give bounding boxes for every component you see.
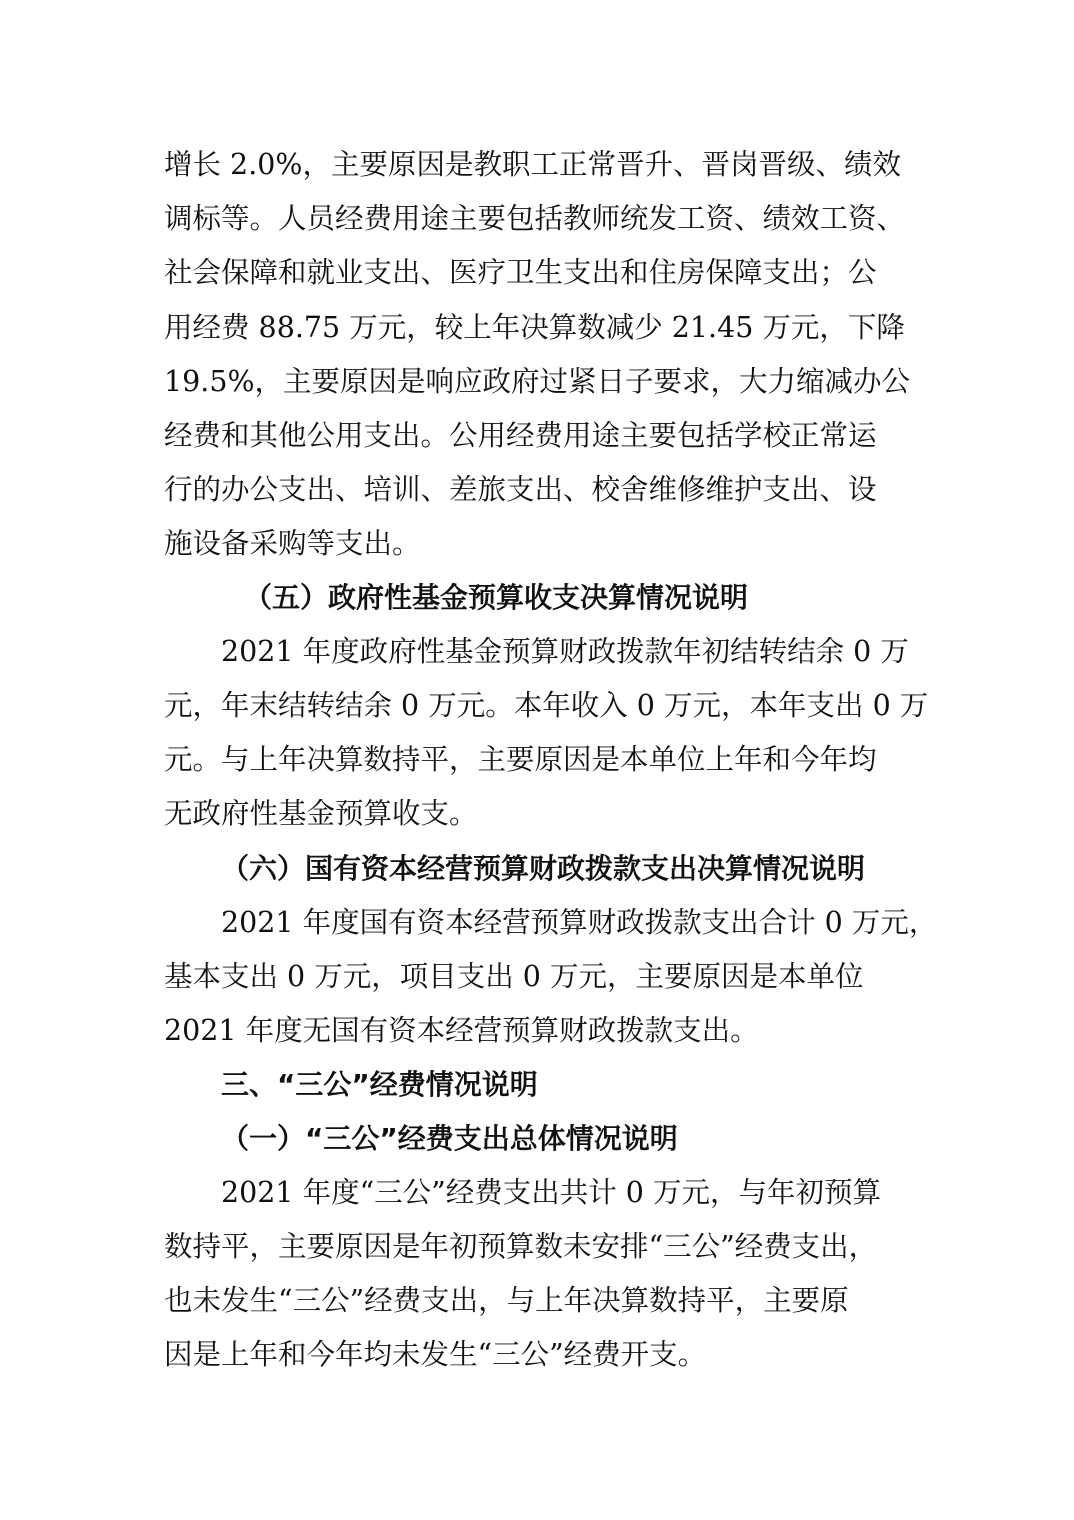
paragraph-line: 2021 年度无国有资本经营预算财政拨款支出。: [164, 1014, 759, 1047]
paragraph-line: 基本支出 0 万元，项目支出 0 万元，主要原因是本单位: [164, 960, 864, 993]
paragraph-line: 行的办公支出、培训、差旅支出、校舍维修维护支出、设: [164, 473, 877, 506]
section-heading: （六）国有资本经营预算财政拨款支出决算情况说明: [221, 852, 866, 885]
paragraph-line: 元。与上年决算数持平，主要原因是本单位上年和今年均: [164, 743, 877, 776]
section-heading: （一）“三公”经费支出总体情况说明: [221, 1122, 678, 1155]
paragraph-line: 2021 年度国有资本经营预算财政拨款支出合计 0 万元，: [221, 906, 938, 939]
paragraph-line: 调标等。人员经费用途主要包括教师统发工资、绩效工资、: [164, 202, 906, 235]
paragraph-line: 2021 年度政府性基金预算财政拨款年初结转结余 0 万: [221, 635, 909, 668]
paragraph-line: 19.5%，主要原因是响应政府过紧日子要求，大力缩减办公: [164, 365, 911, 398]
paragraph-line: 用经费 88.75 万元，较上年决算数减少 21.45 万元，下降: [164, 311, 905, 344]
paragraph-line: 2021 年度“三公”经费支出共计 0 万元，与年初预算: [221, 1176, 881, 1209]
paragraph-line: 因是上年和今年均未发生“三公”经费开支。: [164, 1338, 707, 1371]
section-heading: （五）政府性基金预算收支决算情况说明: [244, 581, 749, 614]
paragraph-line: 无政府性基金预算收支。: [164, 797, 478, 830]
chapter-heading: 三、“三公”经费情况说明: [221, 1068, 538, 1101]
paragraph-line: 施设备采购等支出。: [164, 527, 421, 560]
paragraph-line: 社会保障和就业支出、医疗卫生支出和住房保障支出；公: [164, 256, 877, 289]
paragraph-line: 经费和其他公用支出。公用经费用途主要包括学校正常运: [164, 419, 877, 452]
paragraph-line: 元，年末结转结余 0 万元。本年收入 0 万元，本年支出 0 万: [164, 689, 929, 722]
paragraph-line: 数持平，主要原因是年初预算数未安排“三公”经费支出，: [164, 1230, 878, 1263]
paragraph-line: 增长 2.0%，主要原因是教职工正常晋升、晋岗晋级、绩效: [164, 148, 901, 181]
paragraph-line: 也未发生“三公”经费支出，与上年决算数持平，主要原: [164, 1284, 849, 1317]
